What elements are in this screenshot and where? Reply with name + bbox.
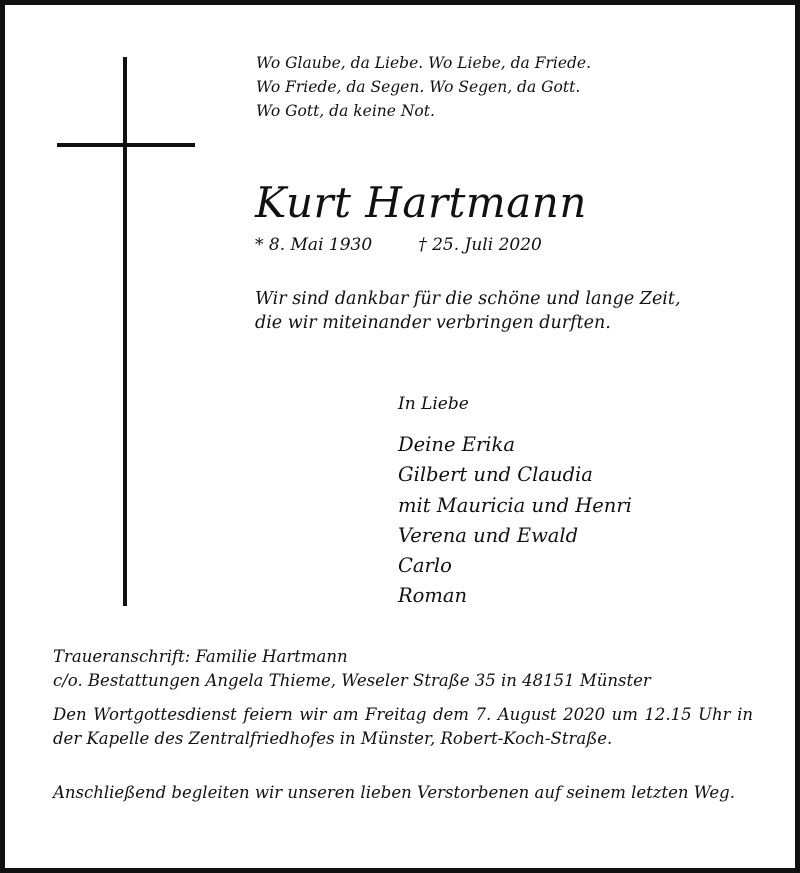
family-member: mit Mauricia und Henri: [398, 493, 632, 517]
family-member: Verena und Ewald: [398, 523, 579, 547]
thanks-line: die wir miteinander verbringen durften.: [255, 313, 611, 333]
family-list: [398, 430, 632, 612]
family-member: Gilbert und Claudia: [398, 463, 593, 487]
motto-line: Wo Friede, da Segen. Wo Segen, da Gott.: [256, 78, 581, 96]
service-info: Den Wortgottesdienst feiern wir am Freitag dem 7. August 2020 um 12.15 Uhr in der Kapelle des Zentralfriedhofes in Münster, Robert-Koch-Straße.: [53, 705, 753, 748]
cross-icon-vertical-bar: [123, 57, 127, 606]
address-line: c/o. Bestattungen Angela Thieme, Weseler Straße 35 in 48151 Münster: [53, 671, 651, 690]
family-member: Carlo: [398, 554, 452, 578]
farewell-info: Anschließend begleiten wir unseren lieben Verstorbenen auf seinem letzten Weg.: [53, 783, 735, 802]
motto-verse: [256, 51, 591, 123]
thanks-line: Wir sind dankbar für die schöne und lange Zeit,: [255, 289, 681, 309]
death-date: † 25. Juli 2020: [418, 235, 542, 255]
motto-line: Wo Gott, da keine Not.: [256, 102, 435, 120]
mourning-address: [53, 645, 651, 693]
cross-icon-horizontal-bar: [57, 143, 195, 147]
family-member: Deine Erika: [398, 433, 515, 456]
birth-date: * 8. Mai 1930: [255, 235, 373, 255]
motto-line: Wo Glaube, da Liebe. Wo Liebe, da Friede.: [256, 54, 592, 72]
deceased-name: Kurt Hartmann: [255, 178, 587, 227]
in-love-line: In Liebe: [398, 394, 469, 414]
life-dates: [255, 233, 542, 257]
thanks-text: [255, 287, 681, 335]
family-member: Roman: [398, 584, 468, 608]
address-line: Traueranschrift: Familie Hartmann: [53, 647, 348, 666]
